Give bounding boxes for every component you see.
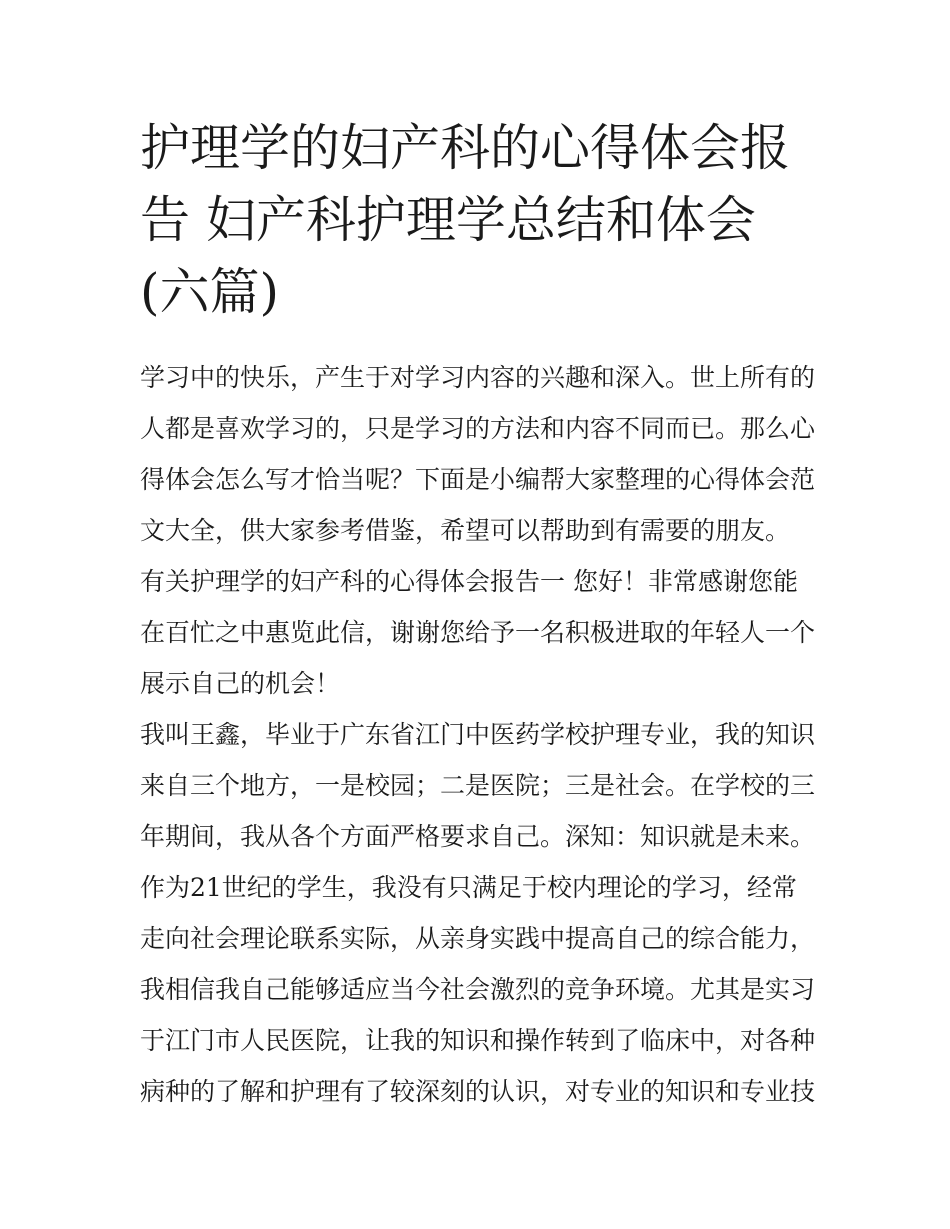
body-line: 作为21世纪的学生，我没有只满足于校内理论的学习，经常: [140, 873, 797, 902]
body-line: 得体会怎么写才恰当呢？下面是小编帮大家整理的心得体会范: [140, 465, 816, 494]
title-line: (六篇): [140, 263, 280, 321]
body-line: 学习中的快乐，产生于对学习内容的兴趣和深入。世上所有的: [140, 363, 816, 392]
body-line: 在百忙之中惠览此信，谢谢您给予一名积极进取的年轻人一个: [140, 618, 816, 647]
title-line: 告 妇产科护理学总结和体会: [140, 191, 756, 249]
document-body: [140, 352, 830, 1117]
document-title: [140, 112, 820, 328]
body-line: 于江门市人民医院，让我的知识和操作转到了临床中，对各种: [140, 1026, 816, 1055]
body-line: 文大全，供大家参考借鉴，希望可以帮助到有需要的朋友。: [140, 516, 791, 545]
body-line: 人都是喜欢学习的，只是学习的方法和内容不同而已。那么心: [140, 414, 816, 443]
body-line: 年期间，我从各个方面严格要求自己。深知：知识就是未来。: [140, 822, 816, 851]
body-line: 走向社会理论联系实际，从亲身实践中提高自己的综合能力，: [140, 924, 816, 953]
body-line: 病种的了解和护理有了较深刻的认识，对专业的知识和专业技: [140, 1077, 816, 1106]
body-line: 来自三个地方，一是校园；二是医院；三是社会。在学校的三: [140, 771, 816, 800]
body-line: 有关护理学的妇产科的心得体会报告一 您好！非常感谢您能: [140, 567, 798, 596]
body-line: 展示自己的机会！: [140, 669, 341, 698]
body-line: 我相信我自己能够适应当今社会激烈的竞争环境。尤其是实习: [140, 975, 816, 1004]
title-line: 护理学的妇产科的心得体会报: [140, 119, 790, 177]
body-line: 我叫王鑫，毕业于广东省江门中医药学校护理专业，我的知识: [140, 720, 816, 749]
